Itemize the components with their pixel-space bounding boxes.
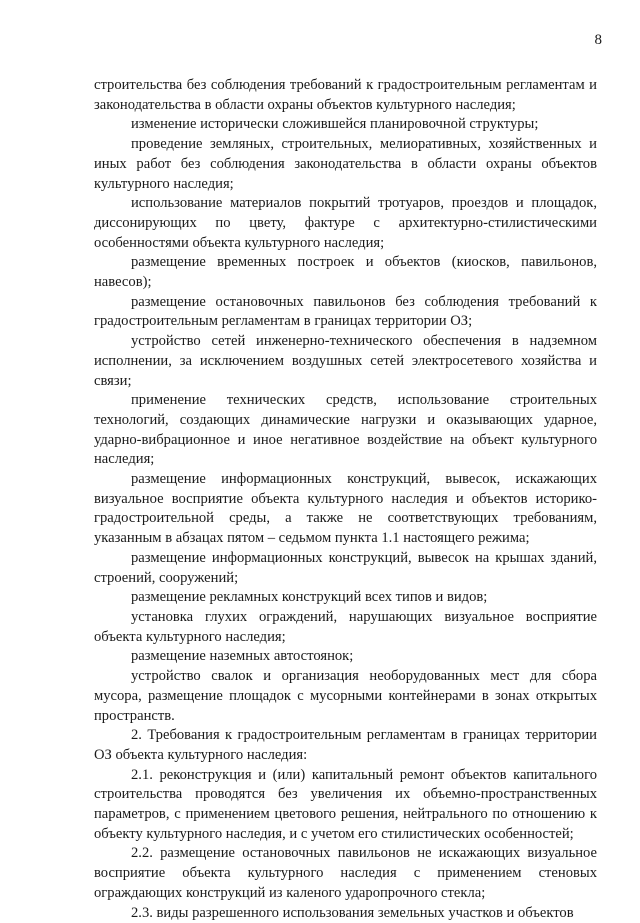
paragraph: размещение остановочных павильонов без соблюдения требований к градостроительным регламентам в границах территории ОЗ; — [94, 293, 597, 330]
paragraph: 2.1. реконструкция и (или) капитальный ремонт объектов капитального строительства проводятся без увеличения их объемно-пространственных параметров, с применением цветового решения, нейтрального по отношению к объекту культурного наследия, и с учетом его стилистических особенностей; — [94, 766, 597, 842]
paragraph: применение технических средств, использование строительных технологий, создающих динамические нагрузки и оказывающих ударное, ударно-вибрационное и иное негативное воздействие на объект культурного наследия; — [94, 392, 597, 468]
paragraph: использование материалов покрытий тротуаров, проездов и площадок, диссонирующих по цвету, фактуре с архитектурно-стилистическими особенностями объекта культурного наследия; — [94, 195, 597, 251]
document-body — [94, 76, 597, 923]
paragraph: размещение временных построек и объектов (киосков, павильонов, навесов); — [94, 254, 597, 291]
paragraph: устройство свалок и организация необорудованных мест для сбора мусора, размещение площадок с мусорными контейнерами в зонах открытых пространств. — [94, 668, 597, 724]
paragraph: размещение наземных автостоянок; — [131, 648, 354, 665]
paragraph: размещение рекламных конструкций всех типов и видов; — [131, 589, 488, 606]
paragraph: изменение исторически сложившейся планировочной структуры; — [131, 116, 539, 133]
page-number: 8 — [594, 32, 602, 48]
paragraph: установка глухих ограждений, нарушающих визуальное восприятие объекта культурного наследия; — [94, 608, 597, 645]
paragraph: размещение информационных конструкций, вывесок на крышах зданий, строений, сооружений; — [94, 549, 597, 586]
section-heading-paragraph: 2. Требования к градостроительным регламентам в границах территории ОЗ объекта культурного наследия: — [94, 727, 597, 763]
paragraph: устройство сетей инженерно-технического обеспечения в надземном исполнении, за исключением воздушных сетей электросетевого хозяйства и связи; — [94, 333, 597, 389]
paragraph: строительства без соблюдения требований к градостроительным регламентам и законодательства в области охраны объектов культурного наследия; — [94, 77, 597, 113]
paragraph: 2.3. виды разрешенного использования земельных участков и объектов — [131, 904, 574, 921]
paragraph: размещение информационных конструкций, вывесок, искажающих визуальное восприятие объекта культурного наследия и объектов историко-градостроительной среды, а также не соответствующих требованиям, указанным в абзацах пятом – седьмом пункта 1.1 настоящего режима; — [94, 471, 597, 547]
paragraph: проведение земляных, строительных, мелиоративных, хозяйственных и иных работ без соблюдения законодательства в области охраны объектов культурного наследия; — [94, 136, 597, 192]
paragraph: 2.2. размещение остановочных павильонов не искажающих визуальное восприятие объекта культурного наследия с применением стеновых ограждающих конструкций из каленого ударопрочного стекла; — [94, 845, 597, 901]
